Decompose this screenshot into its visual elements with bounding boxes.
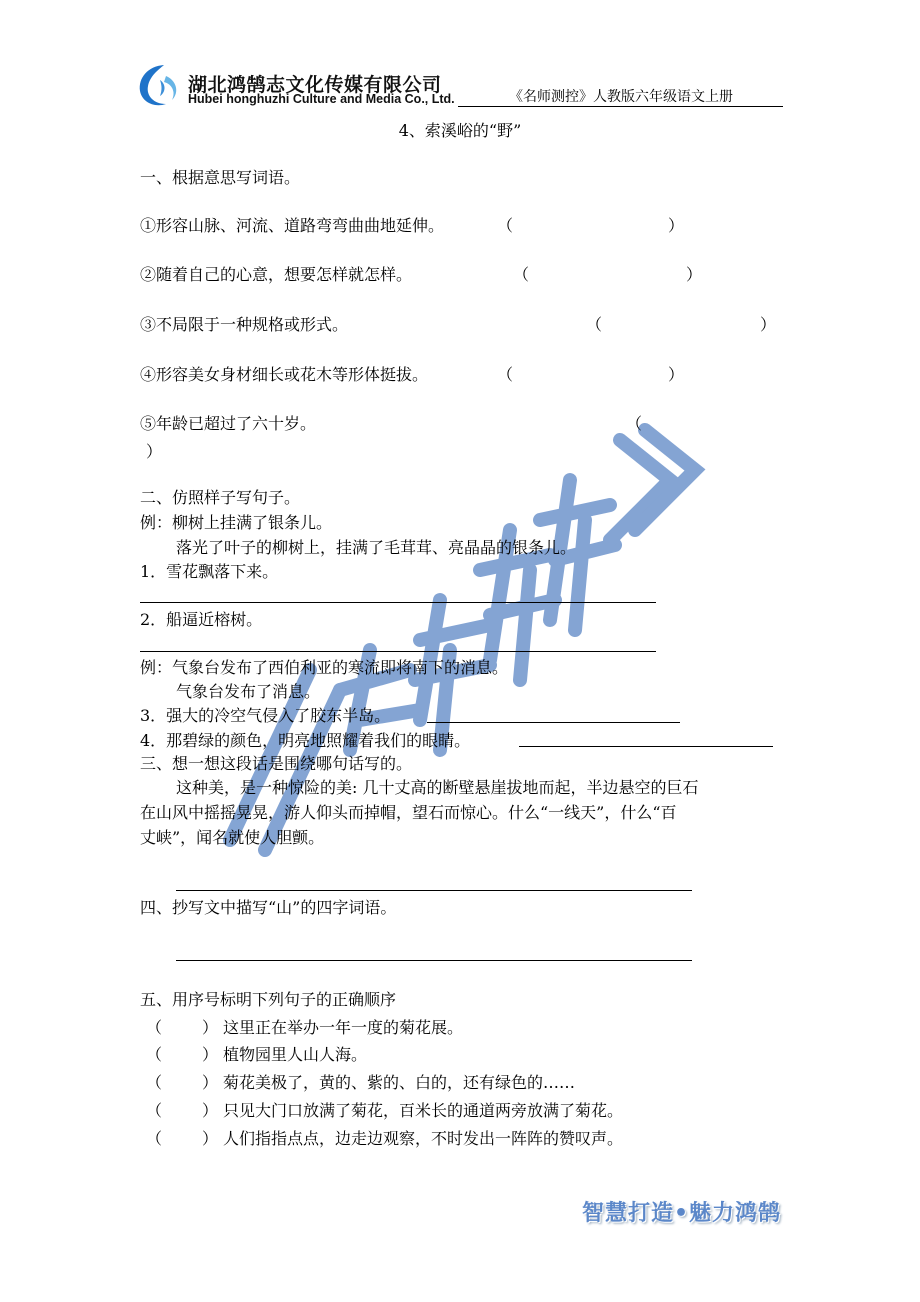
order-close-paren: ）	[202, 1101, 219, 1120]
example-2-answer: 气象台发布了消息。	[176, 682, 321, 701]
answer-line	[176, 890, 692, 891]
answer-open-paren: （	[497, 365, 514, 384]
answer-close-paren: ）	[760, 315, 777, 334]
lesson-title: 4、索溪峪的“野”	[398, 121, 522, 140]
answer-line	[176, 960, 692, 961]
order-open-paren: （	[146, 1045, 163, 1064]
order-open-paren: （	[146, 1018, 163, 1037]
order-item: 菊花美极了，黄的、紫的、白的，还有绿色的……	[223, 1073, 576, 1092]
section1-item-1: ①形容山脉、河流、道路弯弯曲曲地延伸。	[140, 216, 445, 235]
section4-heading: 四、抄写文中描写“山”的四字词语。	[140, 898, 397, 917]
order-close-paren: ）	[202, 1073, 219, 1092]
answer-line	[427, 722, 680, 723]
question-4: 4．那碧绿的颜色，明亮地照耀着我们的眼睛。	[140, 731, 471, 750]
paragraph-line: 丈峡”，闻名就使人胆颤。	[140, 828, 325, 847]
answer-open-paren: （	[497, 216, 514, 235]
swirl-logo-icon	[136, 62, 182, 108]
section1-item-3: ③不局限于一种规格或形式。	[140, 315, 349, 334]
header-rule	[458, 106, 783, 107]
section2-heading: 二、仿照样子写句子。	[140, 488, 301, 507]
footer-slogan: 智慧打造•魅力鸿鹄	[581, 1201, 781, 1226]
answer-line	[140, 651, 656, 652]
answer-close-paren: ）	[686, 265, 703, 284]
question-1: 1．雪花飘落下来。	[140, 562, 279, 581]
answer-open-paren: （	[586, 315, 603, 334]
answer-line	[140, 602, 656, 603]
question-3: 3．强大的冷空气侵入了胶东半岛。	[140, 706, 391, 725]
answer-open-paren: （	[626, 414, 643, 433]
paragraph-line: 这种美，是一种惊险的美: 几十丈高的断壁悬崖拔地而起，半边悬空的巨石	[176, 778, 699, 797]
answer-close-paren: ）	[668, 365, 685, 384]
order-open-paren: （	[146, 1073, 163, 1092]
section1-item-5: ⑤年龄已超过了六十岁。	[140, 414, 317, 433]
order-item: 植物园里人山人海。	[223, 1045, 368, 1064]
example-2: 例：气象台发布了西伯利亚的寒流即将南下的消息。	[140, 658, 509, 677]
section1-item-2: ②随着自己的心意，想要怎样就怎样。	[140, 265, 413, 284]
answer-line	[519, 746, 773, 747]
question-2: 2．船逼近榕树。	[140, 610, 263, 629]
order-open-paren: （	[146, 1129, 163, 1148]
order-close-paren: ）	[202, 1018, 219, 1037]
section1-item-4: ④形容美女身材细长或花木等形体挺拔。	[140, 365, 429, 384]
company-name-cn: 湖北鸿鹄志文化传媒有限公司	[188, 74, 442, 96]
book-title: 《名师测控》人教版六年级语文上册	[509, 89, 733, 105]
order-open-paren: （	[146, 1101, 163, 1120]
answer-open-paren: （	[513, 265, 530, 284]
section1-heading: 一、根据意思写词语。	[140, 168, 301, 187]
order-item: 这里正在举办一年一度的菊花展。	[223, 1018, 464, 1037]
answer-close-paren: ）	[146, 442, 163, 461]
order-close-paren: ）	[202, 1045, 219, 1064]
order-item: 只见大门口放满了菊花，百米长的通道两旁放满了菊花。	[223, 1101, 624, 1120]
order-close-paren: ）	[202, 1129, 219, 1148]
order-item: 人们指指点点，边走边观察，不时发出一阵阵的赞叹声。	[223, 1129, 624, 1148]
example-1-answer: 落光了叶子的柳树上，挂满了毛茸茸、亮晶晶的银条儿。	[176, 538, 577, 557]
section3-heading: 三、想一想这段话是围绕哪句话写的。	[140, 754, 413, 773]
answer-close-paren: ）	[668, 216, 685, 235]
section5-heading: 五、用序号标明下列句子的正确顺序	[140, 990, 397, 1009]
example-1: 例：柳树上挂满了银条儿。	[140, 513, 333, 532]
paragraph-line: 在山风中摇摇晃晃，游人仰头而掉帽，望石而惊心。什么“一线天”，什么“百	[140, 803, 677, 822]
company-name-en: Hubei honghuzhi Culture and Media Co., Ltd.	[188, 92, 455, 106]
